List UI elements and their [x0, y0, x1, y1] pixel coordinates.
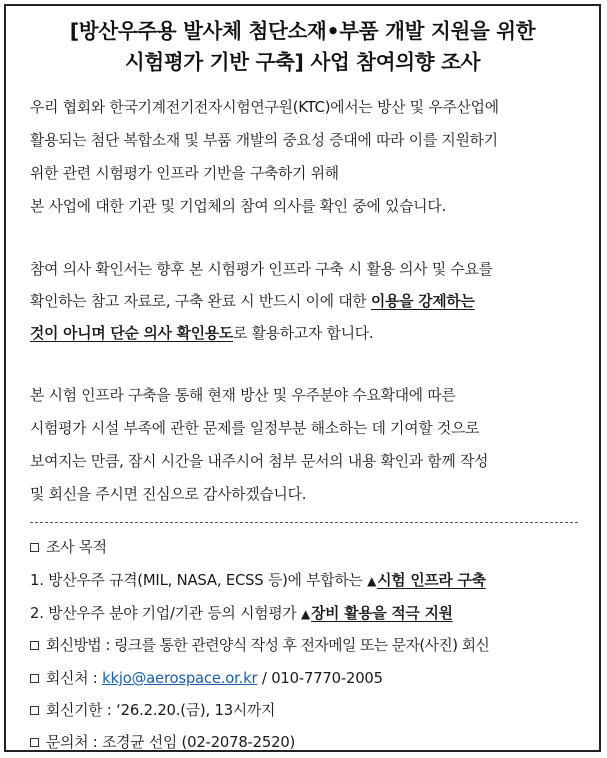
purpose-heading [30, 536, 107, 557]
closing-line-2: 시험평가 시설 부족에 관한 문제를 일정부분 해소하는 데 기여할 것으로 [30, 420, 480, 437]
intro-line-1: 우리 협회와 한국기계전기전자시험연구원(KTC)에서는 방산 및 우주산업에 [30, 99, 499, 116]
purpose-line-1: 참여 의사 확인서는 향후 본 시험평가 인프라 구축 시 활용 의사 및 수요를 [30, 261, 493, 278]
triangle-up-icon: ▲ [367, 574, 377, 588]
reply-deadline-text: 회신기한 : ‘26.2.20.(금), 13시까지 [46, 702, 276, 719]
document-title-line-2: 시험평가 기반 구축] 사업 참여의향 조사 [124, 50, 481, 74]
purpose-line-3-text: 로 활용하고자 합니다. [233, 325, 374, 342]
purpose-item-1-text: 1. 방산우주 규격(MIL, NASA, ECSS 등)에 부합하는 [30, 572, 368, 589]
checkbox-square-icon [30, 738, 39, 747]
intro-line-4: 본 사업에 대한 기관 및 기업체의 참여 의사를 확인 중에 있습니다. [30, 198, 446, 215]
purpose-item-2-text: 2. 방산우주 분야 기업/기관 등의 시험평가 [30, 605, 302, 622]
reply-deadline [30, 699, 275, 720]
purpose-heading-label: 조사 목적 [46, 539, 107, 556]
purpose-item-2 [30, 602, 453, 623]
triangle-up-icon: ▲ [301, 607, 311, 621]
reply-to [30, 667, 383, 688]
emphasis-not-mandatory: 이용을 강제하는 [371, 293, 475, 310]
closing-line-1: 본 시험 인프라 구축을 통해 현재 방산 및 우주분야 수요확대에 따른 [30, 387, 456, 404]
purpose-line-2 [30, 290, 475, 311]
dashed-divider [30, 522, 578, 523]
checkbox-square-icon [30, 543, 39, 552]
purpose-item-1 [30, 569, 486, 590]
purpose-item-1-emphasis: 시험 인프라 구축 [377, 572, 486, 589]
purpose-line-2-text: 확인하는 참고 자료로, 구축 완료 시 반드시 이에 대한 [30, 293, 372, 310]
contact-info-text: 문의처 : 조경균 선임 (02-2078-2520) [46, 734, 296, 751]
reply-phone: / 010-7770-2005 [257, 670, 383, 687]
purpose-line-3 [30, 322, 373, 343]
document-title-line-1: [방산우주용 발사체 첨단소재•부품 개발 지원을 위한 [69, 19, 536, 43]
purpose-item-2-emphasis: 장비 활용을 적극 지원 [311, 605, 453, 622]
intro-line-3: 위한 관련 시험평가 인프라 기반을 구축하기 위해 [30, 165, 339, 182]
checkbox-square-icon [30, 706, 39, 715]
reply-email-link[interactable]: kkjo@aerospace.or.kr [102, 670, 258, 687]
closing-line-3: 보여지는 만큼, 잠시 시간을 내주시어 첨부 문서의 내용 확인과 함께 작성 [30, 453, 489, 470]
reply-method-text: 회신방법 : 링크를 통한 관련양식 작성 후 전자메일 또는 문자(사진) 회신 [46, 637, 490, 654]
emphasis-intent-only: 것이 아니며 단순 의사 확인용도 [30, 325, 234, 342]
reply-method [30, 634, 489, 655]
closing-line-4: 및 회신을 주시면 진심으로 감사하겠습니다. [30, 486, 307, 503]
reply-to-label: 회신처 : [46, 670, 103, 687]
contact-info [30, 731, 295, 752]
intro-line-2: 활용되는 첨단 복합소재 및 부품 개발의 중요성 증대에 따라 이를 지원하기 [30, 132, 498, 149]
checkbox-square-icon [30, 641, 39, 650]
document-frame [4, 4, 601, 752]
checkbox-square-icon [30, 674, 39, 683]
